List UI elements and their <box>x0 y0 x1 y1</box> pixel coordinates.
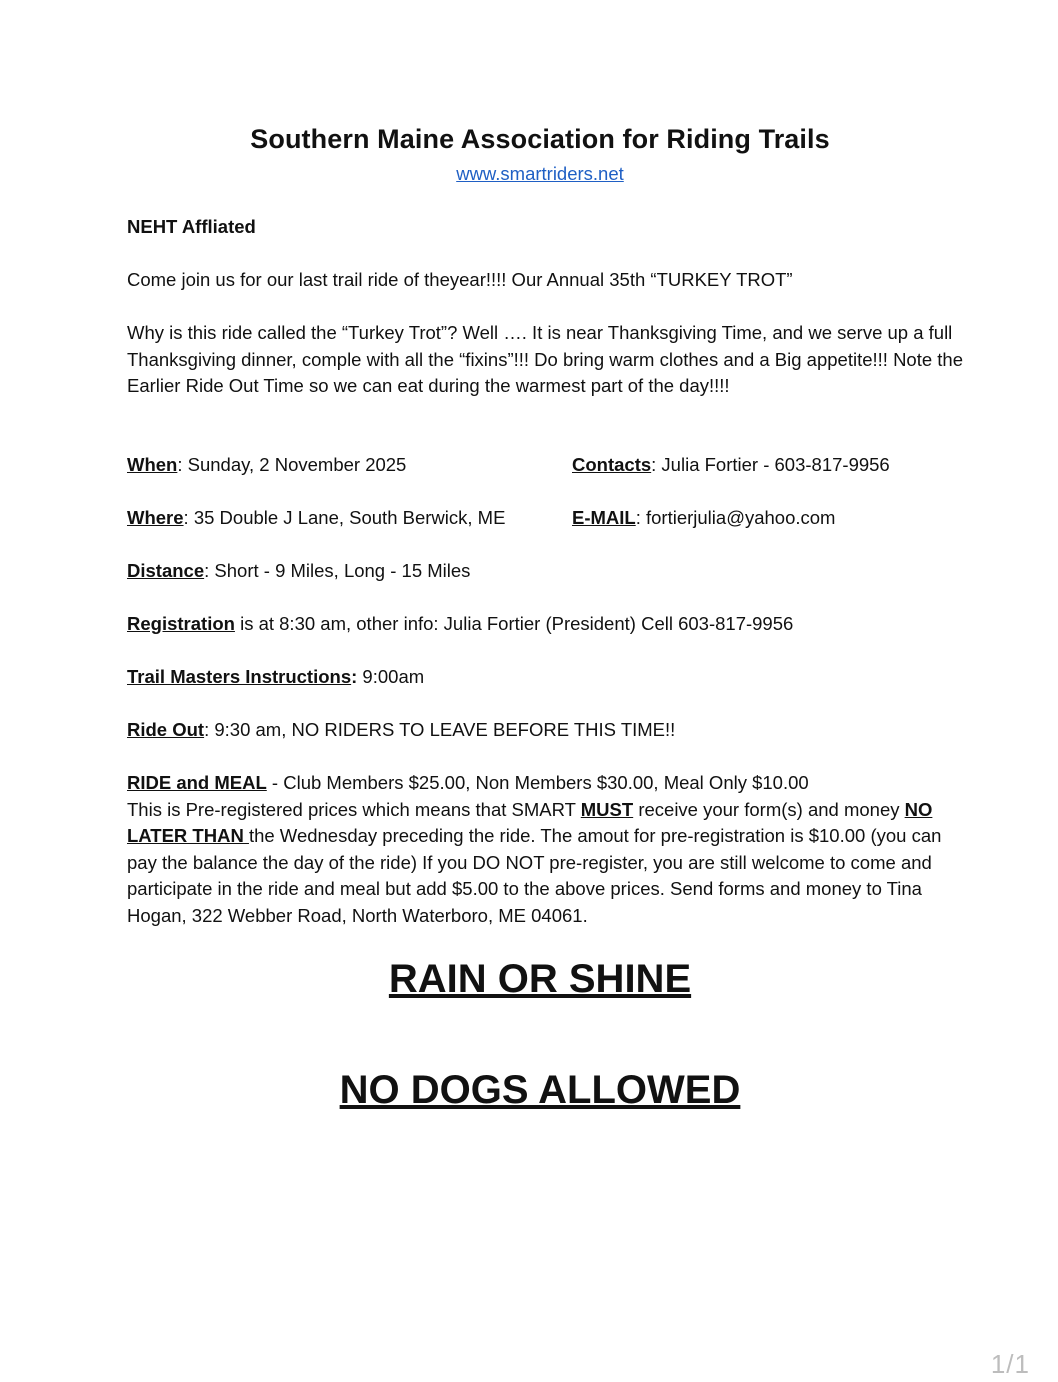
no-later-than-emphasis: NO LATER THAN <box>127 798 933 846</box>
trailmasters-value: 9:00am <box>357 666 425 687</box>
where-label: Where <box>127 507 184 528</box>
intro-text: Come join us for our last trail ride of theyear!!!! Our Annual 35th “TURKEY TROT” <box>127 269 793 290</box>
distance-value: : Short - 9 Miles, Long - 15 Miles <box>204 560 471 581</box>
pricing-line1: - Club Members $25.00, Non Members $30.00, Meal Only $10.00 <box>266 772 809 793</box>
registration-label: Registration <box>127 613 235 634</box>
must-emphasis: MUST <box>580 798 634 820</box>
email-row <box>572 505 835 532</box>
rideout-row <box>127 717 675 744</box>
trailmasters-colon: : <box>351 666 358 687</box>
page-indicator: 1/1 <box>990 1349 1030 1379</box>
pricing-text-b: receive your form(s) and money <box>633 798 905 820</box>
pricing-paragraph <box>127 770 967 929</box>
pricing-text-c: the Wednesday preceding the ride. The amout for pre-registration is $10.00 (you can pay the balance the day of the ride) If you DO NOT pre-register, you are still welcome to come and participate in the ride and meal but add $5.00 to the above prices. Send forms and money to Tina Hogan, 322 Webber Road, North Waterboro, ME 04061. <box>127 825 942 926</box>
page-title: Southern Maine Association for Riding Trails <box>250 124 830 154</box>
affiliation-text: NEHT Affliated <box>127 216 256 237</box>
why-paragraph: Why is this ride called the “Turkey Trot”? Well …. It is near Thanksgiving Time, and we serve up a full Thanksgiving dinner, comple with all the “fixins”!!! Do bring warm clothes and a Big appetite!!! Note the Earlier Ride Out Time so we can eat during the warmest part of the day!!!! <box>127 322 964 396</box>
rideout-value: : 9:30 am, NO RIDERS TO LEAVE BEFORE THIS TIME!! <box>204 719 676 740</box>
website-link[interactable]: www.smartriders.net <box>456 163 624 184</box>
when-label: When <box>127 454 178 475</box>
contacts-label: Contacts <box>572 454 652 475</box>
trailmasters-row <box>127 664 424 691</box>
trailmasters-label: Trail Masters Instructions <box>127 666 352 687</box>
registration-value: is at 8:30 am, other info: Julia Fortier (President) Cell 603-817-9956 <box>234 613 794 634</box>
where-row <box>127 505 505 532</box>
registration-row <box>127 611 793 638</box>
where-value: : 35 Double J Lane, South Berwick, ME <box>183 507 506 528</box>
distance-row <box>127 558 470 585</box>
distance-label: Distance <box>127 560 205 581</box>
rideout-label: Ride Out <box>127 719 205 740</box>
email-label: E-MAIL <box>572 507 636 528</box>
contacts-value: : Julia Fortier - 603-817-9956 <box>651 454 890 475</box>
when-row <box>127 452 406 479</box>
email-value: : fortierjulia@yahoo.com <box>635 507 836 528</box>
rain-or-shine-notice: RAIN OR SHINE <box>388 957 692 1001</box>
no-dogs-notice: NO DOGS ALLOWED <box>339 1068 741 1112</box>
when-value: : Sunday, 2 November 2025 <box>177 454 407 475</box>
pricing-label: RIDE and MEAL <box>127 772 267 793</box>
pricing-text-a: This is Pre-registered prices which means that SMART <box>127 798 581 820</box>
contacts-row <box>572 452 890 479</box>
